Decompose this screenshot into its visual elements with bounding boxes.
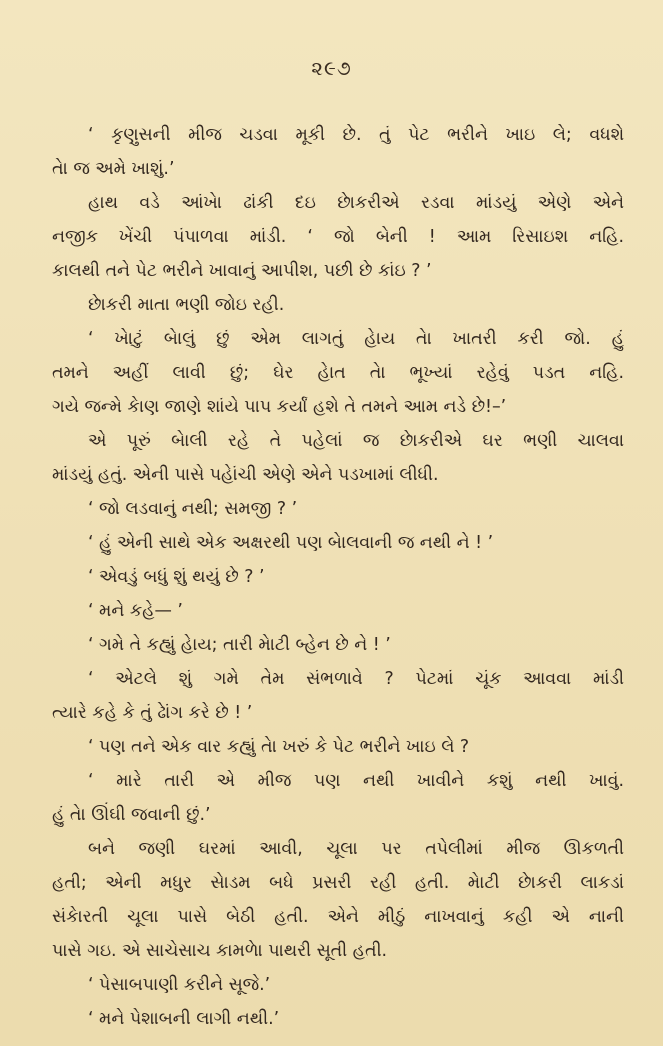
- text-line: હાથ વડે આંખેા ઢાંકી દઇ છેાકરીએ રડવા માંડયું એણે એને: [88, 193, 624, 213]
- text-line: ‘ પણ તને એક વાર કહ્યું તેા ખરું કે પેટ ભરીને ખાઇ લે ?: [88, 737, 470, 757]
- page-text-body: [52, 118, 624, 1036]
- text-line: ‘ પેસાબપાણી કરીને સૂજે.’: [88, 975, 271, 995]
- text-line: ‘ ગમે તે કહ્યું હેાય; તારી મેાટી બ્હેન છે ને ! ’: [88, 635, 391, 655]
- text-line: ‘ કૃણુસની મીજ ચડવા મૂકી છે. તું પેટ ભરીને ખાઇ લે; વધશે: [88, 125, 624, 145]
- text-line: બને જણી ઘરમાં આવી, ચૂલા પર તપેલીમાં મીજ ઊકળતી: [88, 839, 624, 859]
- text-line: કાલથી તને પેટ ભરીને ખાવાનું આપીશ, પછી છે કાંઇ ? ’: [52, 261, 432, 281]
- text-line: ‘ મારે તારી એ મીજ પણ નથી ખાવીને કશું નથી ખાવું.: [88, 771, 624, 791]
- text-line: ‘ મને કહે— ’: [88, 601, 183, 621]
- text-line: ‘ એટલે શું ગમે તેમ સંભળાવે ? પેટમાં ચૂંક આવવા માંડી: [88, 669, 624, 689]
- text-line: ગયે જન્મે કેાણ જાણે શાંયે પાપ કર્યાં હશે તે તમને આમ નડે છે!–’: [52, 397, 507, 417]
- text-line: તેા જ અમે ખાશું.’: [52, 159, 175, 179]
- text-line: ત્યારે કહે કે તું ઢેાંગ કરે છે ! ’: [52, 703, 253, 723]
- page-number: ૨૯૭: [311, 56, 352, 80]
- text-line: માંડયું હતું. એની પાસે પહેાંચી એણે એને પડખામાં લીધી.: [52, 465, 439, 485]
- text-line: તમને અહીં લાવી છું; ઘેર હેાત તેા ભૂખ્યાં રહેવું પડત નહિ.: [52, 363, 624, 383]
- text-line: ‘ એવડું બધું શું થયું છે ? ’: [88, 567, 265, 587]
- text-line: છેાકરી માતા ભણી જોઇ રહી.: [88, 295, 285, 315]
- text-line: હતી; એની મધુર સેાડમ બધે પ્રસરી રહી હતી. મેાટી છેાકરી લાકડાં: [52, 873, 624, 893]
- text-line: હું તેા ઊંઘી જવાની છું.’: [52, 805, 211, 825]
- text-line: ‘ હું એની સાથે એક અક્ષરથી પણ બેાલવાની જ નથી ને ! ’: [88, 533, 494, 553]
- text-line: એ પૂરું બેાલી રહે તે પહેલાં જ છેાકરીએ ઘર ભણી ચાલવા: [88, 431, 624, 451]
- text-line: ‘ મને પેશાબની લાગી નથી.’: [88, 1009, 280, 1029]
- text-line: પાસે ગઇ. એ સાચેસાચ કામળેા પાથરી સૂતી હતી.: [52, 941, 388, 961]
- text-line: ‘ જો લડવાનું નથી; સમજી ? ’: [88, 499, 298, 519]
- text-line: ‘ ખેાટું બેાલું છું એમ લાગતું હેાય તેા ખાતરી કરી જો. હું: [88, 329, 624, 349]
- text-line: સંકેારતી ચૂલા પાસે બેઠી હતી. એને મીઠું નાખવાનું કહી એ નાની: [52, 907, 624, 927]
- text-line: નજીક ખેંચી પંપાળવા માંડી. ‘ જો બેની ! આમ રિસાઇશ નહિ.: [52, 227, 624, 247]
